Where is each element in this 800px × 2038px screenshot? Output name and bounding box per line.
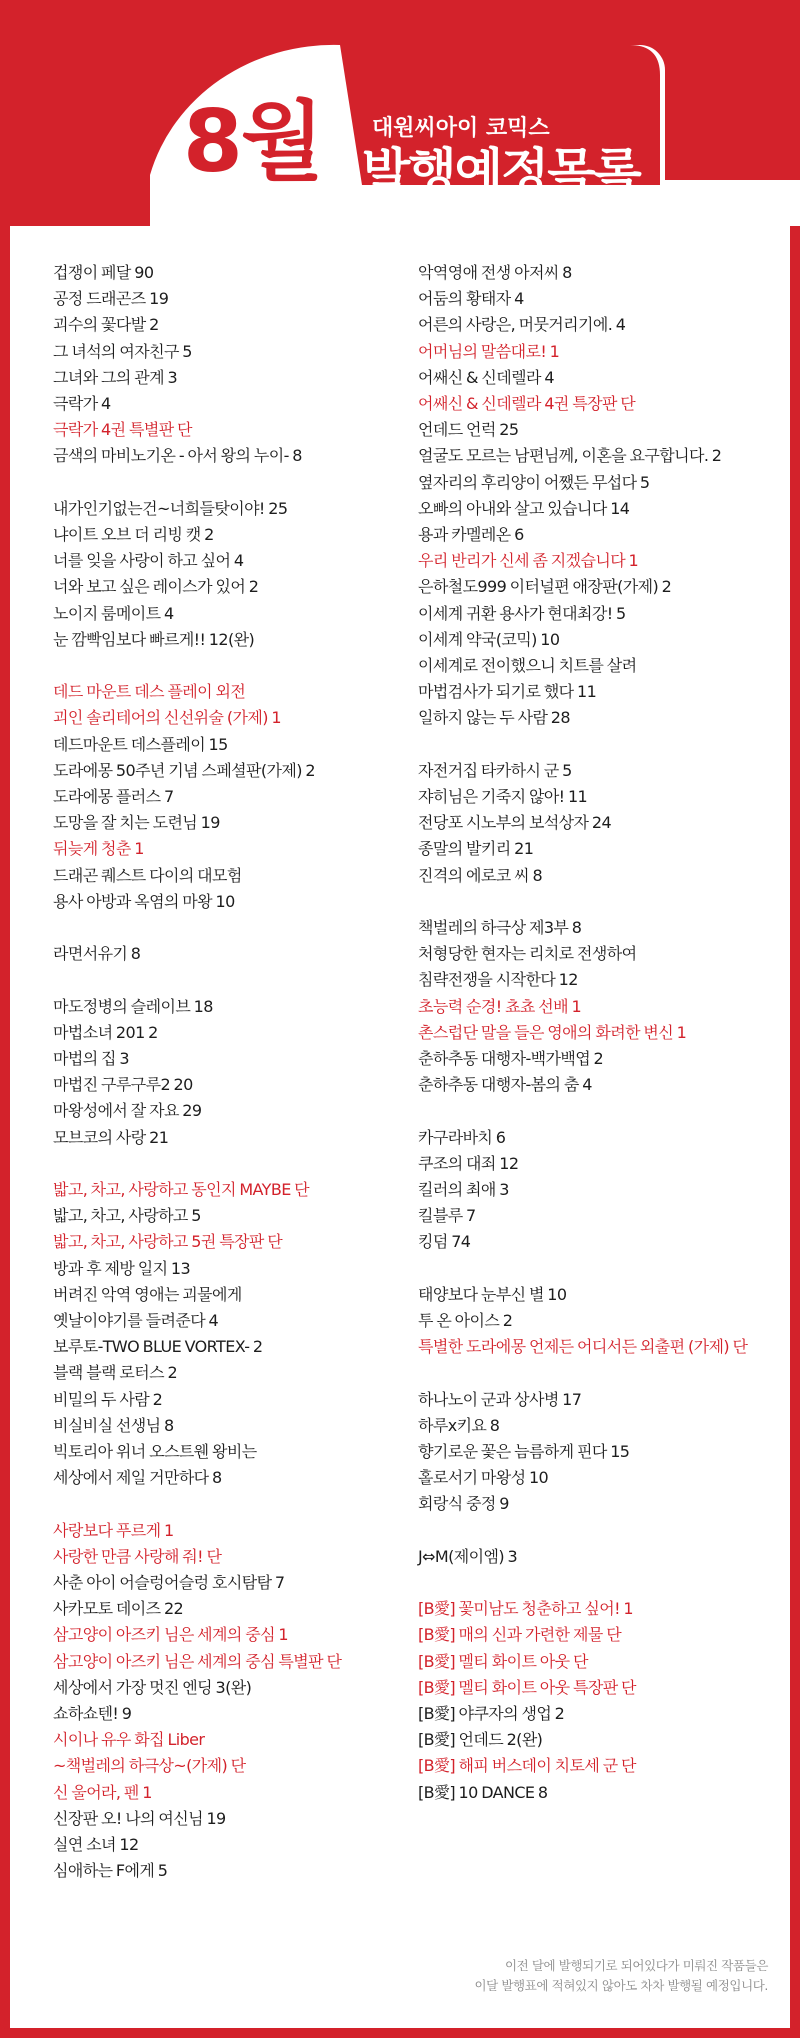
list-item: 밟고, 차고, 사랑하고 5 [53, 1206, 201, 1226]
section-gap [53, 915, 383, 941]
list-item: 신장판 오! 나의 여신님 19 [53, 1808, 226, 1828]
list-item: 빅토리아 위너 오스트웬 왕비는 [53, 1442, 257, 1462]
list-item: 도망을 잘 치는 도련님 19 [53, 813, 220, 833]
section-gap [53, 653, 383, 679]
list-item: 쇼하쇼텐! 9 [53, 1704, 132, 1724]
list-item: 세상에서 제일 거만하다 8 [53, 1468, 222, 1488]
list-item: 쿠조의 대죄 12 [418, 1153, 519, 1173]
month-label: 8월 [183, 92, 322, 192]
list-item: 침략전쟁을 시작한다 12 [418, 970, 578, 990]
list-item: 도라에몽 플러스 7 [53, 787, 174, 807]
list-item-highlighted: 시이나 유우 화집 Liber [53, 1730, 205, 1750]
list-item: 어른의 사랑은, 머뭇거리기에. 4 [418, 315, 626, 335]
section-gap [53, 1151, 383, 1177]
list-item-highlighted: 신 울어라, 펜 1 [53, 1782, 152, 1802]
list-item: 옆자리의 후리양이 어쨌든 무섭다 5 [418, 472, 650, 492]
list-item-highlighted: 괴인 솔리테어의 신선위술 (가제) 1 [53, 708, 281, 728]
list-item: 버려진 악역 영애는 괴물에게 [53, 1284, 242, 1304]
list-item: 옛날이야기를 들려준다 4 [53, 1311, 219, 1331]
list-item: 심애하는 F에게 5 [53, 1861, 168, 1881]
footer-note-line: 이전 달에 발행되기로 되어있다가 미뤄진 작품들은 [504, 1958, 768, 1973]
list-item-highlighted: 삼고양이 아즈키 님은 세계의 중심 1 [53, 1625, 288, 1645]
list-item-highlighted: [B愛] 해피 버스데이 치토세 군 단 [418, 1756, 636, 1776]
list-item-highlighted: 사랑한 만큼 사랑해 줘! 단 [53, 1546, 222, 1566]
list-item: 자전거집 타카하시 군 5 [418, 760, 572, 780]
list-title: 발행예정목록 [362, 143, 640, 201]
section-gap [418, 1518, 788, 1544]
list-item: 너를 잊을 사랑이 하고 싶어 4 [53, 551, 244, 571]
list-item: 얼굴도 모르는 남편님께, 이혼을 요구합니다. 2 [418, 446, 722, 466]
list-item: 진격의 에로코 씨 8 [418, 865, 543, 885]
list-item-highlighted: 어쌔신 & 신데렐라 4권 특장판 단 [418, 394, 636, 414]
list-item-highlighted: [B愛] 매의 신과 가련한 제물 단 [418, 1625, 622, 1645]
list-item: 하나노이 군과 상사병 17 [418, 1389, 582, 1409]
list-item: 용과 카멜레온 6 [418, 525, 524, 545]
list-item: 노이지 룸메이트 4 [53, 603, 174, 623]
section-gap [418, 889, 788, 915]
list-item: 라면서유기 8 [53, 944, 141, 964]
header [0, 0, 800, 226]
list-item: 어둠의 황태자 4 [418, 289, 524, 309]
list-item: 공정 드래곤즈 19 [53, 289, 169, 309]
footer-note [474, 1956, 768, 1996]
list-item: 마법검사가 되기로 했다 11 [418, 682, 597, 702]
list-item: 그녀와 그의 관계 3 [53, 367, 178, 387]
list-item: 회랑식 중정 9 [418, 1494, 509, 1514]
list-item: 투 온 아이스 2 [418, 1311, 513, 1331]
list-item: 방과 후 제방 일지 13 [53, 1258, 191, 1278]
list-item-highlighted: 극락가 4권 특별판 단 [53, 420, 192, 440]
list-item: 너와 보고 싶은 레이스가 있어 2 [53, 577, 259, 597]
list-item: 블랙 블랙 로터스 2 [53, 1363, 178, 1383]
list-item: 킹덤 74 [418, 1232, 471, 1252]
list-item: J⇔M(제이엠) 3 [418, 1546, 518, 1566]
list-item: 용사 아방과 옥염의 마왕 10 [53, 891, 235, 911]
list-item-highlighted: [B愛] 꽃미남도 청춘하고 싶어! 1 [418, 1599, 633, 1619]
list-item: 내가인기없는건~너희들탓이야! 25 [53, 498, 288, 518]
list-item: 춘하추동 대행자-봄의 춤 4 [418, 1075, 592, 1095]
list-item-highlighted: 촌스럽단 말을 들은 영애의 화려한 변신 1 [418, 1022, 687, 1042]
list-item-highlighted: 밟고, 차고, 사랑하고 동인지 MAYBE 단 [53, 1180, 310, 1200]
section-gap [53, 1491, 383, 1517]
list-item: 춘하추동 대행자-백가백엽 2 [418, 1049, 604, 1069]
left-column [53, 260, 383, 1885]
list-item: 어쌔신 & 신데렐라 4 [418, 367, 554, 387]
list-item: 겁쟁이 페달 90 [53, 263, 154, 282]
list-item: 홀로서기 마왕성 10 [418, 1468, 549, 1488]
list-item: [B愛] 야쿠자의 생업 2 [418, 1704, 565, 1724]
list-item: [B愛] 언데드 2(완) [418, 1730, 543, 1750]
list-item: 모브코의 사랑 21 [53, 1127, 169, 1147]
list-item: 도라에몽 50주년 기념 스페셜판(가제) 2 [53, 760, 315, 780]
list-item: 악역영애 전생 아저씨 8 [418, 263, 572, 282]
list-item: 종말의 발키리 21 [418, 839, 534, 859]
list-item: 보루토-TWO BLUE VORTEX- 2 [53, 1337, 263, 1357]
list-item-highlighted: 초능력 순경! 쵸쵸 선배 1 [418, 996, 582, 1016]
list-item: 일하지 않는 두 사람 28 [418, 708, 570, 728]
list-item-highlighted: 밟고, 차고, 사랑하고 5권 특장판 단 [53, 1232, 283, 1252]
list-item: 마왕성에서 잘 자요 29 [53, 1101, 202, 1121]
list-item-highlighted: 데드 마운트 데스 플레이 외전 [53, 682, 246, 702]
list-item-highlighted: [B愛] 멜티 화이트 아웃 특장판 단 [418, 1677, 636, 1697]
list-item: 은하철도999 이터널편 애장판(가제) 2 [418, 577, 672, 597]
list-item: 킬블루 7 [418, 1206, 476, 1226]
list-item-highlighted: 사랑보다 푸르게 1 [53, 1520, 174, 1540]
list-item: 냐이트 오브 더 리빙 캣 2 [53, 525, 214, 545]
list-item: 괴수의 꽃다발 2 [53, 315, 159, 335]
list-item: 사카모토 데이즈 22 [53, 1599, 184, 1619]
list-item: 마법진 구루구루2 20 [53, 1075, 193, 1095]
list-item: 금색의 마비노기온 - 아서 왕의 누이- 8 [53, 446, 302, 466]
list-item: 비실비실 선생님 8 [53, 1415, 174, 1435]
list-item: 태양보다 눈부신 별 10 [418, 1284, 567, 1304]
list-item: 비밀의 두 사람 2 [53, 1389, 163, 1409]
list-item: 처형당한 현자는 리치로 전생하여 [418, 944, 637, 964]
list-item: 오빠의 아내와 살고 있습니다 14 [418, 498, 630, 518]
list-item: 언데드 언럭 25 [418, 420, 519, 440]
list-item-highlighted: ~책벌레의 하극상~(가제) 단 [53, 1756, 246, 1776]
footer-note-line: 이달 발행표에 적혀있지 않아도 차차 발행될 예정입니다. [474, 1978, 768, 1993]
list-item: 극락가 4 [53, 394, 111, 414]
publisher-label: 대원씨아이 코믹스 [372, 116, 550, 141]
list-item: 향기로운 꽃은 늠름하게 핀다 15 [418, 1442, 630, 1462]
list-item: 킬러의 최애 3 [418, 1180, 509, 1200]
section-gap [418, 1098, 788, 1124]
list-item: 하루x키요 8 [418, 1415, 500, 1435]
section-gap [418, 732, 788, 758]
list-item: 전당포 시노부의 보석상자 24 [418, 813, 612, 833]
list-item-highlighted: 삼고양이 아즈키 님은 세계의 중심 특별판 단 [53, 1651, 342, 1671]
list-item: 그 녀석의 여자친구 5 [53, 341, 192, 361]
section-gap [418, 1570, 788, 1596]
section-gap [418, 1256, 788, 1282]
list-item-highlighted: 우리 반리가 신세 좀 지겠습니다 1 [418, 551, 639, 571]
list-item-highlighted: [B愛] 멜티 화이트 아웃 단 [418, 1651, 588, 1671]
list-item-highlighted: 뒤늦게 청춘 1 [53, 839, 144, 859]
list-item: 마도정병의 슬레이브 18 [53, 996, 213, 1016]
list-item: 눈 깜빡임보다 빠르게!! 12(완) [53, 629, 255, 649]
section-gap [53, 470, 383, 496]
list-item: 책벌레의 하극상 제3부 8 [418, 918, 582, 938]
list-item: [B愛] 10 DANCE 8 [418, 1782, 548, 1802]
list-item-highlighted: 특별한 도라에몽 언제든 어디서든 외출편 (가제) 단 [418, 1337, 748, 1357]
right-column [418, 260, 788, 1806]
list-item: 데드마운트 데스플레이 15 [53, 734, 228, 754]
section-gap [53, 967, 383, 993]
list-item: 쟈히님은 기죽지 않아! 11 [418, 787, 588, 807]
list-item: 실연 소녀 12 [53, 1835, 139, 1855]
list-item: 마법의 집 3 [53, 1049, 129, 1069]
release-list-panel [10, 226, 790, 2028]
list-item: 이세계 귀환 용사가 현대최강! 5 [418, 603, 626, 623]
list-item: 이세계 약국(코믹) 10 [418, 629, 560, 649]
list-item: 이세계로 전이했으니 치트를 살려 [418, 656, 637, 676]
list-item: 카구라바치 6 [418, 1127, 506, 1147]
list-item-highlighted: 어머님의 말씀대로! 1 [418, 341, 560, 361]
list-item: 마법소녀 201 2 [53, 1022, 158, 1042]
list-item: 세상에서 가장 멋진 엔딩 3(완) [53, 1677, 252, 1697]
list-item: 사춘 아이 어슬렁어슬렁 호시탐탐 7 [53, 1573, 285, 1593]
list-item: 드래곤 퀘스트 다이의 대모험 [53, 865, 242, 885]
section-gap [418, 1360, 788, 1386]
